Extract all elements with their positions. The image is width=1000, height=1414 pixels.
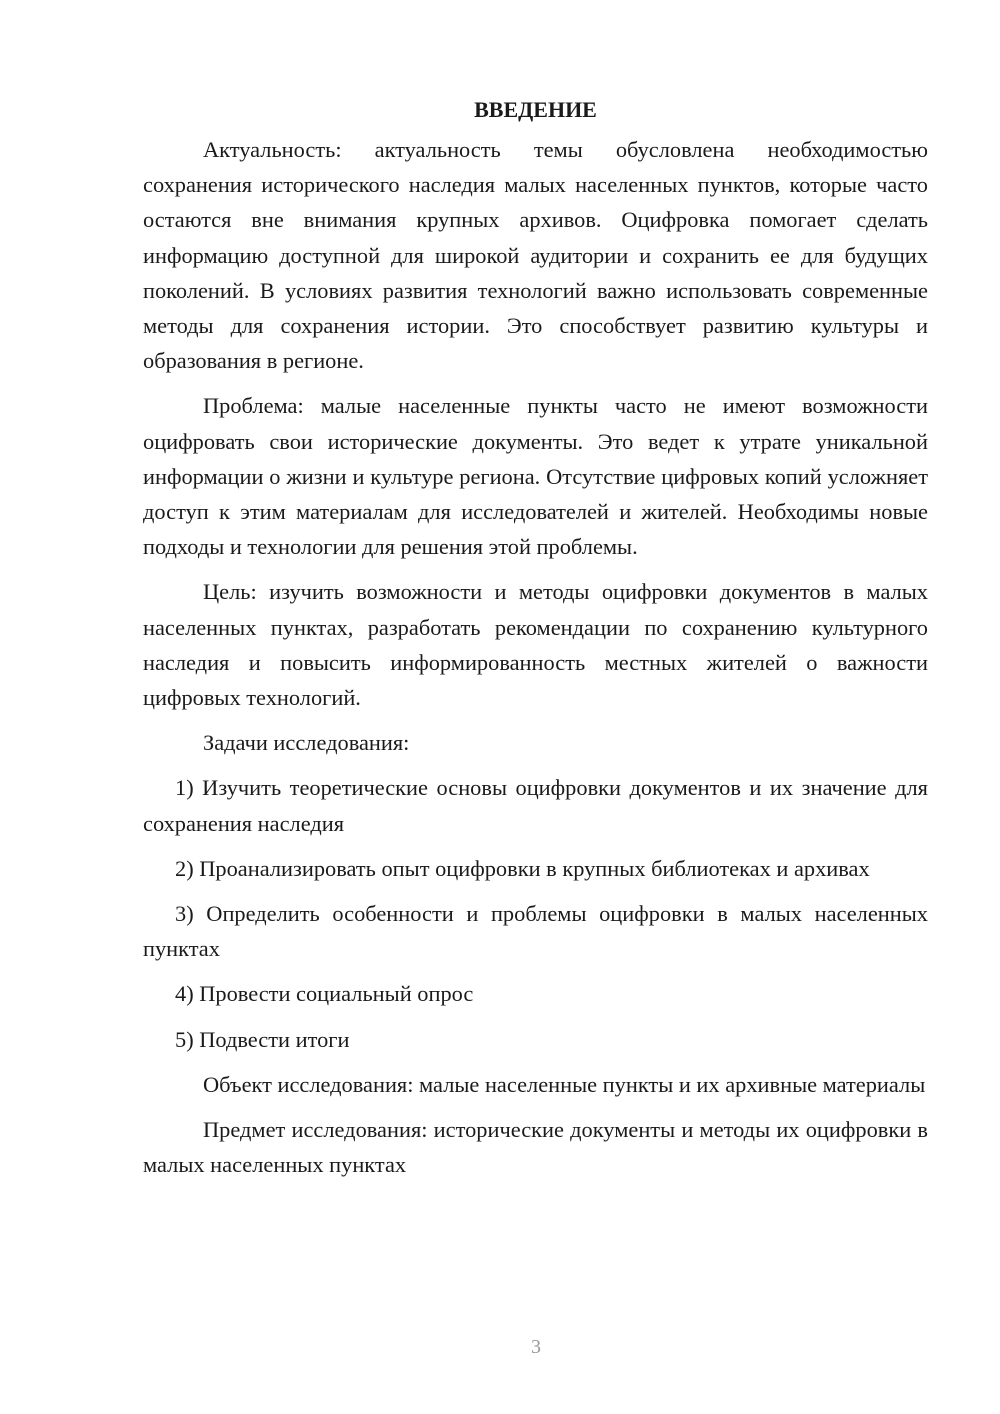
paragraph-goal: Цель: изучить возможности и методы оцифровки документов в малых населенных пунктах, разработать рекомендации по сохранению культурного наследия и повысить информированность местных жителей о важности цифровых технологий. bbox=[143, 579, 928, 711]
paragraph-object: Объект исследования: малые населенные пункты и их архивные материалы bbox=[203, 1071, 926, 1097]
list-item: 3) Определить особенности и проблемы оцифровки в малых населенных пунктах bbox=[143, 901, 928, 962]
list-item: 5) Подвести итоги bbox=[175, 1026, 350, 1052]
paragraph-relevance: Актуальность: актуальность темы обусловлена необходимостью сохранения исторического наследия малых населенных пунктов, которые часто остаются вне внимания крупных архивов. Оцифровка помогает сделать информацию доступной для широкой аудитории и сохранить ее для будущих поколений. В условиях развития технологий важно использовать современные методы для сохранения истории. Это способствует развитию культуры и образования в регионе. bbox=[143, 137, 928, 374]
paragraph-subject: Предмет исследования: исторические документы и методы их оцифровки в малых населенных пунктах bbox=[143, 1117, 928, 1178]
list-item: 1) Изучить теоретические основы оцифровки документов и их значение для сохранения наследия bbox=[143, 775, 928, 836]
section-title: ВВЕДЕНИЕ bbox=[474, 97, 597, 122]
tasks-list bbox=[143, 770, 928, 1056]
list-item: 4) Провести социальный опрос bbox=[175, 981, 474, 1007]
list-item: 2) Проанализировать опыт оцифровки в крупных библиотеках и архивах bbox=[175, 855, 870, 881]
tasks-heading: Задачи исследования: bbox=[203, 730, 410, 756]
page-number: 3 bbox=[531, 1336, 541, 1358]
paragraph-problem: Проблема: малые населенные пункты часто не имеют возможности оцифровать свои исторические документы. Это ведет к утрате уникальной информации о жизни и культуре региона. Отсутствие цифровых копий усложняет доступ к этим материалам для исследователей и жителей. Необходимы новые подходы и технологии для решения этой проблемы. bbox=[143, 393, 928, 560]
page-content bbox=[143, 92, 928, 1192]
